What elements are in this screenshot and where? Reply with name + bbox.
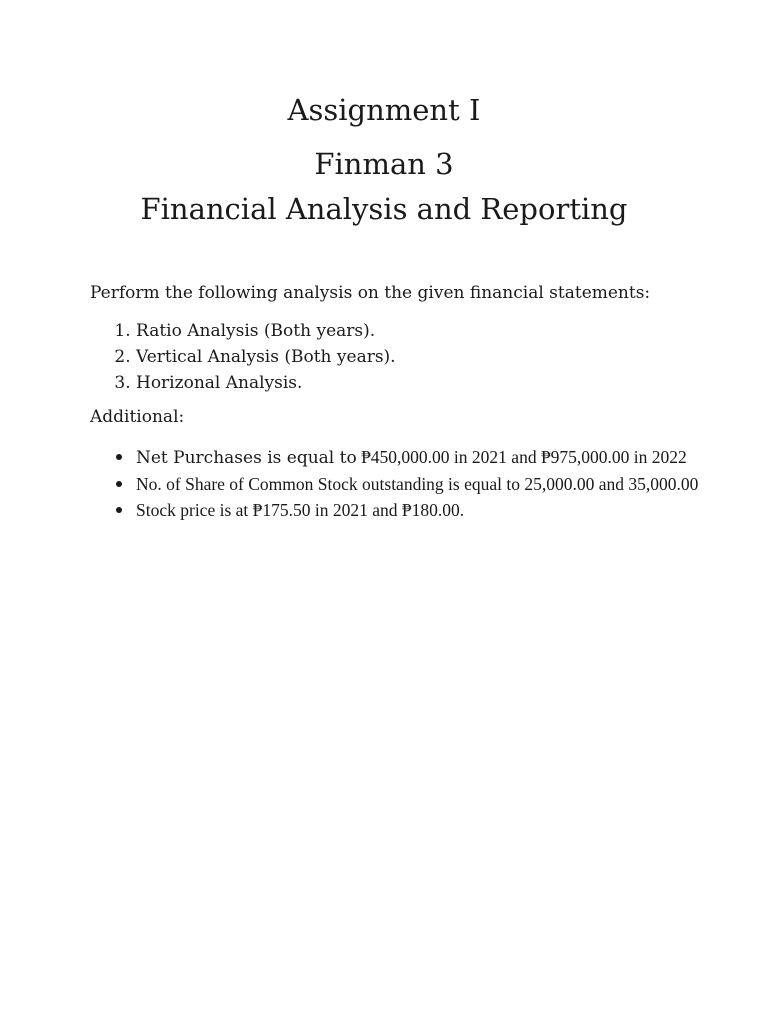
task-item: 3. Horizonal Analysis.	[136, 370, 396, 396]
task-item: 2. Vertical Analysis (Both years).	[136, 344, 396, 370]
note-item	[136, 444, 726, 471]
assignment-title: Assignment I	[287, 93, 481, 127]
note-text: Stock price is at ₱175.50 in 2021 and ₱180.00.	[136, 500, 465, 520]
additional-notes-list	[90, 444, 726, 523]
note-item	[136, 497, 726, 523]
note-lead-text: Net Purchases is equal to	[136, 448, 357, 468]
note-text: No. of Share of Common Stock outstanding is equal to 25,000.00 and 35,000.00	[136, 474, 699, 494]
additional-label: Additional:	[90, 407, 185, 427]
task-item: 1. Ratio Analysis (Both years).	[136, 318, 396, 344]
instructions-text: Perform the following analysis on the given financial statements:	[90, 283, 651, 303]
note-item	[136, 471, 726, 497]
course-title: Financial Analysis and Reporting	[140, 192, 628, 226]
task-list	[90, 318, 396, 396]
note-text: ₱450,000.00 in 2021 and ₱975,000.00 in 2022	[356, 447, 687, 467]
course-code: Finman 3	[314, 147, 454, 181]
